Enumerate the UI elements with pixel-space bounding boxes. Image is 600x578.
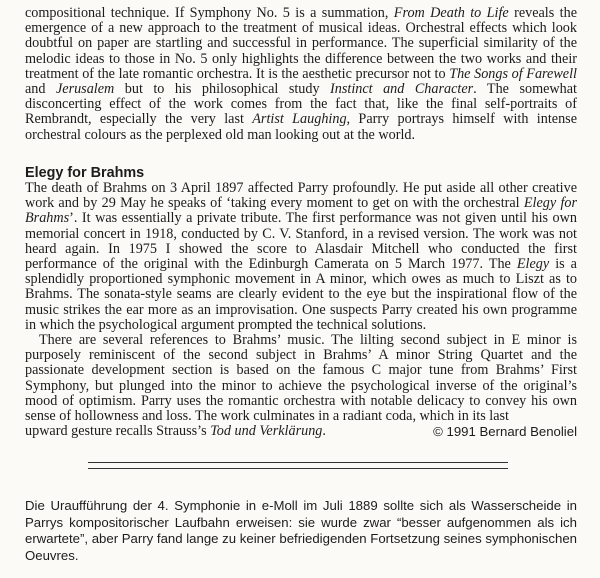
work-title-instinct-and-character: Instinct and Character: [330, 81, 474, 98]
elegy-section: [25, 165, 577, 439]
german-paragraph: Die Uraufführung der 4. Symphonie in e-Moll im Juli 1889 sollte sich als Wasserscheide in Parrys kompositorischer Laufbahn erweisen: sie wurde zwar “besser aufgenommen als ich erwartete”, aber Parry fand lange zu keiner befriedigenden Fortsetzung seines symphonischen Oeuvres.: [25, 498, 577, 563]
intro-text: and: [25, 81, 56, 98]
intro-text: . The somewhat disconcerting effect of the work comes from the fact that, like the final self-portraits of Rembrandt, especially the very last: [25, 81, 577, 128]
intro-text: compositional technique. If Symphony No. 5 is a summation,: [25, 5, 394, 21]
work-title-elegy: Elegy: [516, 256, 550, 273]
german-section: [25, 498, 577, 564]
copyright-credit: © 1991 Bernard Benoliel: [433, 424, 577, 440]
intro-text: reveals the emergence of a new approach to the treatment of musical ideas. Orchestral effects which look doubtful on paper are startling and successful in performance. The superficial similarity of the melodic ideas to those in No. 5 only highlights the difference between the two works and their treatment of the late romantic orchestra. It is the aesthetic precursor not to: [25, 5, 577, 82]
closing-line: [25, 424, 577, 439]
work-title-elegy-for-brahms: Elegy for Brahms: [25, 195, 577, 227]
intro-text: but to his philosophical study: [114, 81, 331, 98]
intro-paragraph-block: [25, 6, 577, 143]
divider-rule-top: [88, 462, 508, 463]
closing-sentence: upward gesture recalls Strauss’s Tod und Verklärung.: [25, 423, 326, 440]
paragraph-text: is a splendidly proportioned symphonic movement in A minor, which owes as much to Liszt as to Brahms. The sonata-style seams are clearly evident to the eye but the inspirational flow of the music strikes the ear more as an improvisation. One suspects Parry created his own programme in which the psychological argument prompted the technical solutions.: [25, 256, 577, 333]
paragraph-text: ’. It was essentially a private tribute. The first performance was not given until his own memorial concert in 1918, conducted by C. V. Stanford, in a revised version. The work was not heard again. In 1975 I showed the score to Alasdair Mitchell who conducted the first performance of the original with the Edinburgh Camerata on 5 March 1977. The: [25, 210, 577, 273]
work-title-tod-und-verklarung: Tod und Verklärung: [210, 423, 323, 440]
section-heading: Elegy for Brahms: [25, 165, 145, 181]
intro-paragraph: [25, 6, 577, 143]
elegy-paragraph-1: [25, 181, 577, 333]
work-title-from-death-to-life: From Death to Life: [393, 5, 509, 21]
work-title-artist-laughing: Artist Laughing: [252, 111, 347, 128]
intro-text: , Parry portrays himself with intense orchestral colours as the perplexed old man looking out at the world.: [25, 111, 577, 143]
paragraph-text: There are several references to Brahms’ music. The lilting second subject in E minor is purposely reminiscent of the second subject in Brahms’ A minor String Quartet and the passionate development section is based on the famous C major tune from Brahms’ First Symphony, but plunged into the minor to achieve the psychological inverse of the original’s mood of optimism. Parry uses the romantic orchestra with notable delicacy to convey his own sense of hollowness and loss. The work culminates in a radiant coda, which in its last: [25, 332, 577, 425]
paragraph-text: The death of Brahms on 3 April 1897 affected Parry profoundly. He put aside all other creative work and by 29 May he speaks of ‘taking every moment to get on with the orchestral: [25, 180, 577, 212]
work-title-songs-of-farewell: The Songs of Farewell: [449, 65, 577, 82]
elegy-paragraph-2: [25, 333, 577, 424]
divider-rule-bottom: [88, 468, 508, 469]
work-title-jerusalem: Jerusalem: [55, 81, 115, 98]
